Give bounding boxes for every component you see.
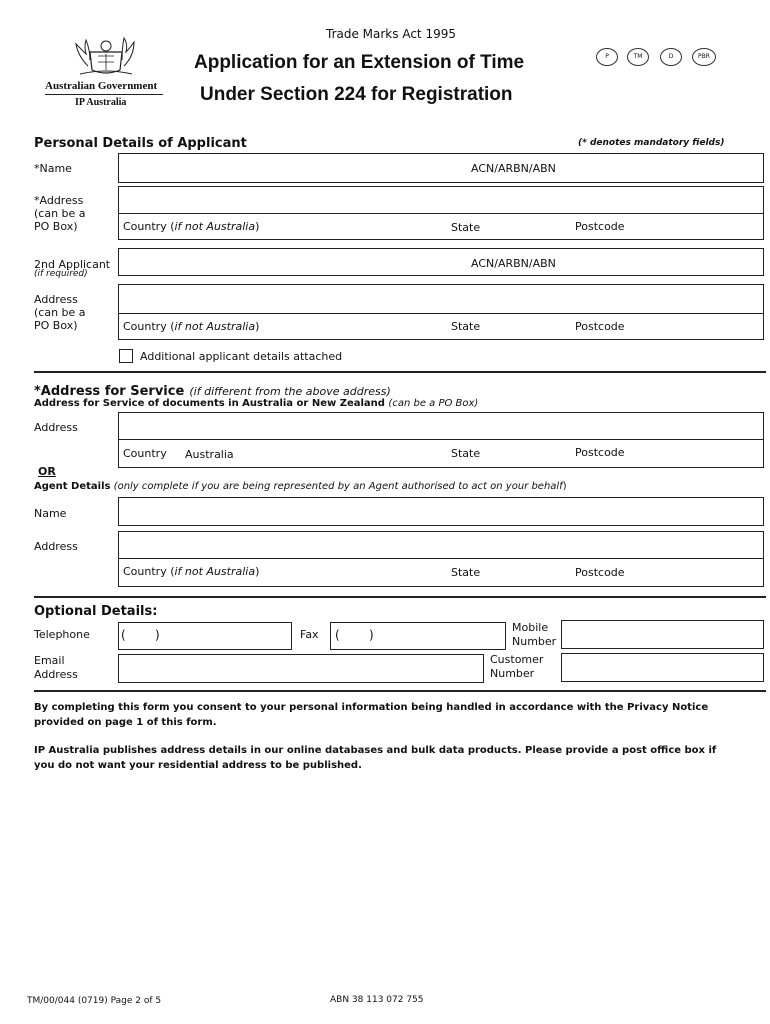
telephone-paren-close: ) [155, 628, 160, 642]
agent-name-input[interactable] [118, 497, 764, 526]
badge-tm: TM [627, 48, 649, 66]
privacy-notice: By completing this form you consent to your personal information being handled in accordance with the Privacy Notice provided on page 1 of this form. [34, 702, 709, 728]
name-label: *Name [34, 162, 72, 175]
agent-address-label: Address [34, 540, 78, 553]
fax-paren-close: ) [369, 628, 374, 642]
postcode-label-2: Postcode [575, 320, 625, 333]
address2-label-1: Address [34, 293, 78, 306]
publish-notice: IP Australia publishes address details in our online databases and bulk data products. Please provide a post office box if you do not want your residential address to be published. [34, 745, 717, 771]
personal-details-heading: Personal Details of Applicant [34, 136, 247, 151]
mandatory-note: (* denotes mandatory fields) [578, 138, 725, 148]
state-label: State [451, 221, 481, 234]
applicant-address-input[interactable] [118, 186, 764, 214]
badge-p: P [596, 48, 618, 66]
form-code: TM/00/044 (0719) Page 2 of 5 [27, 996, 162, 1006]
second-applicant-input[interactable] [118, 248, 764, 276]
address2-label-2: (can be a [34, 306, 86, 319]
agent-postcode-label: Postcode [575, 566, 625, 579]
second-applicant-label: 2nd Applicant [34, 258, 111, 271]
service-country-value: Australia [185, 448, 234, 461]
telephone-label: Telephone [34, 628, 90, 641]
agent-country-label: Country (if not Australia) [123, 565, 260, 578]
state-label-2: State [451, 320, 481, 333]
email-label-2: Address [34, 668, 78, 681]
logo-government-text: Australian Government [45, 80, 158, 92]
logo-agency-text: IP Australia [75, 97, 127, 108]
fax-input[interactable] [330, 622, 506, 650]
act-name: Trade Marks Act 1995 [326, 27, 456, 41]
mobile-input[interactable] [561, 620, 764, 649]
agent-state-label: State [451, 566, 481, 579]
additional-applicant-label: Additional applicant details attached [140, 350, 343, 363]
service-address-input[interactable] [118, 412, 764, 440]
badge-d: D [660, 48, 682, 66]
additional-applicant-checkbox[interactable] [119, 349, 133, 363]
address-label-3: PO Box) [34, 220, 78, 233]
acn-label: ACN/ARBN/ABN [471, 162, 556, 175]
or-label: OR [38, 465, 56, 478]
applicant-country-row[interactable] [118, 214, 764, 240]
address2-label-3: PO Box) [34, 319, 78, 332]
service-address-label: Address [34, 421, 78, 434]
postcode-label: Postcode [575, 220, 625, 233]
customer-number-input[interactable] [561, 653, 764, 682]
email-input[interactable] [118, 654, 484, 683]
second-applicant-country-row[interactable] [118, 314, 764, 340]
form-title-line-1: Application for an Extension of Time [194, 52, 525, 73]
service-country-label: Country [123, 447, 167, 460]
customer-label-2: Number [490, 667, 535, 680]
service-state-label: State [451, 447, 481, 460]
form-title-line-2: Under Section 224 for Registration [200, 84, 513, 105]
second-applicant-hint: (if required) [34, 269, 88, 279]
applicant-name-input[interactable] [118, 153, 764, 183]
fax-label: Fax [300, 628, 319, 641]
telephone-paren-open: ( [121, 628, 126, 642]
email-label-1: Email [34, 654, 65, 667]
agent-address-input[interactable] [118, 531, 764, 559]
agent-country-row[interactable] [118, 559, 764, 587]
address-label-1: *Address [34, 194, 84, 207]
agent-heading: Agent Details (only complete if you are being represented by an Agent authorised to act on your behalf) [34, 481, 567, 492]
mobile-label-1: Mobile [512, 621, 549, 634]
badge-pbr: PBR [692, 48, 716, 66]
telephone-input[interactable] [118, 622, 292, 650]
acn-label-2: ACN/ARBN/ABN [471, 257, 556, 270]
optional-heading: Optional Details: [34, 604, 158, 619]
coat-of-arms-icon [40, 36, 170, 78]
second-applicant-address-input[interactable] [118, 284, 764, 314]
abn-number: ABN 38 113 072 755 [330, 995, 424, 1005]
mobile-label-2: Number [512, 635, 557, 648]
service-postcode-label: Postcode [575, 446, 625, 459]
customer-label-1: Customer [490, 653, 544, 666]
address-label-2: (can be a [34, 207, 86, 220]
government-logo [40, 36, 170, 112]
agent-name-label: Name [34, 507, 67, 520]
country-label-2: Country (if not Australia) [123, 320, 260, 333]
fax-paren-open: ( [335, 628, 340, 642]
country-label: Country (if not Australia) [123, 220, 260, 233]
service-heading: *Address for Service (if different from the above address) [34, 384, 391, 399]
service-country-row[interactable] [118, 440, 764, 468]
service-subheading: Address for Service of documents in Australia or New Zealand (can be a PO Box) [34, 398, 479, 409]
